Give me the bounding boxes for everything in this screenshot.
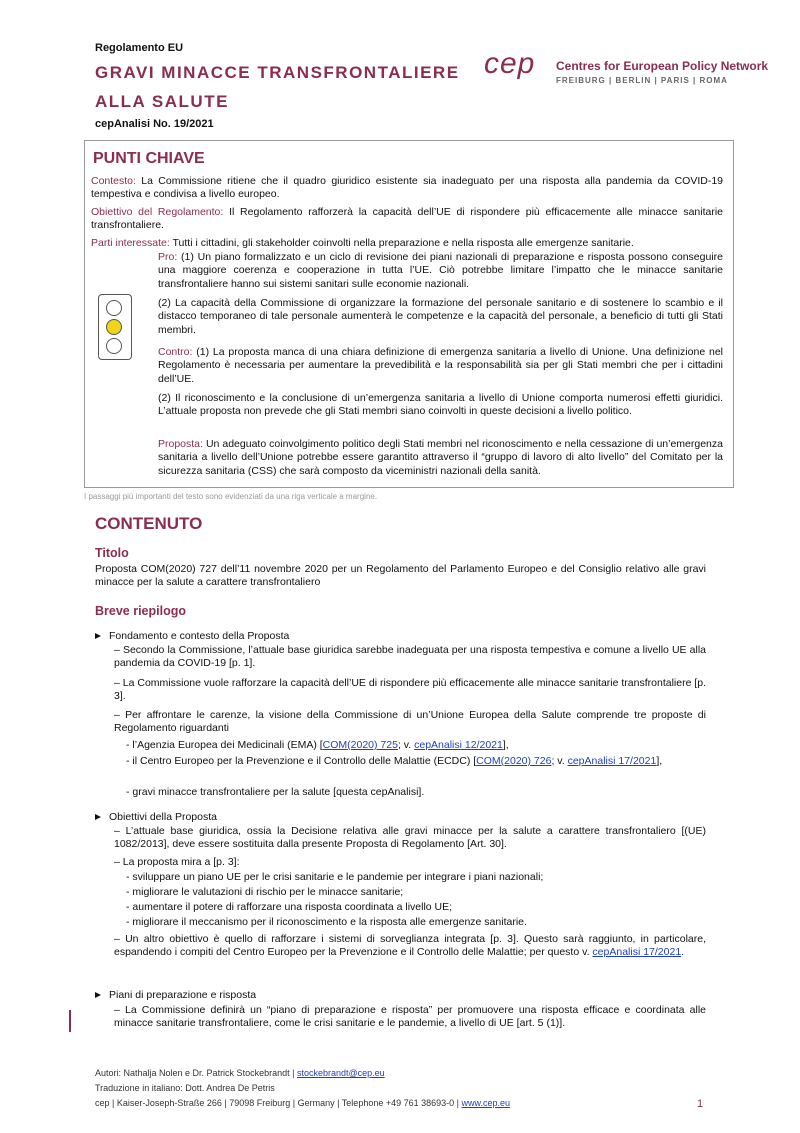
logo-cities: FREIBURG | BERLIN | PARIS | ROMA [556, 76, 728, 85]
context-paragraph [91, 175, 723, 202]
contro-text-1: (1) La proposta manca di una chiara definizione di emergenza sanitaria a livello di Unione. Una definizione nel Regolamento è necessaria per aumentare la prevedibilità e la responsabilità sia per gli Stati membri che per i cittadini dell’UE. [158, 346, 723, 385]
footer-authors [95, 1068, 385, 1078]
link-com-726[interactable]: COM(2020) 726 [476, 755, 552, 767]
traffic-light-icon [98, 294, 132, 360]
s1-item-1-text: - l’Agenzia Europea dei Medicinali (EMA) [ [126, 739, 323, 751]
pro-label: Pro: [158, 251, 178, 263]
contro-label: Contro: [158, 346, 193, 358]
s1-dash-2-text: La Commissione vuole rafforzare la capacità dell’UE di rispondere più efficacemente alle minacce sanitarie transfrontaliere [p. 3]. [114, 677, 707, 703]
author-email-link[interactable]: stockebrandt@cep.eu [296, 1068, 385, 1078]
objective-label: Obiettivo del Regolamento: [91, 206, 224, 218]
logo-mark: cep [484, 47, 536, 80]
s2-dash-1-text: L’attuale base giuridica, ossia la Decisione relativa alle gravi minacce per la salute a carattere transfrontaliero [(UE) 1082/2013], deve essere sostituita dalla presente Proposta di Regolamento [Art. 30]. [114, 825, 706, 851]
summary-heading: Breve riepilogo [95, 604, 186, 618]
section-1-title: Fondamento e contesto della Proposta [109, 630, 290, 642]
traffic-light-top-icon [106, 300, 122, 316]
s1-item-2-post: ], [656, 755, 663, 767]
titolo-text: Proposta COM(2020) 727 dell’11 novembre 2020 per un Regolamento del Parlamento Europeo e del Consiglio relativo alle gravi minacce per la salute a carattere transfrontaliero [95, 563, 706, 589]
footer-translation: Traduzione in italiano: Dott. Andrea De Petris [95, 1083, 275, 1093]
footer-address-text: cep | Kaiser-Joseph-Straße 266 | 79098 Freiburg | Germany | Telephone +49 761 38693-0 | [95, 1098, 462, 1108]
s1-item-1-post: ], [502, 739, 509, 751]
s1-item-2-mid: ; v. [551, 755, 568, 767]
pro-text-1: (1) Un piano formalizzato e un ciclo di revisione dei piani nazionali di preparazione e risposta possono conseguire una maggiore coerenza e cooperazione in tutta l’UE. Ciò potrebbe limitare l’impatto che le minacce sanitarie transfrontaliere hanno sui sistemi sanitari sulle economie nazionali. [158, 251, 723, 290]
s2-dash-2-text: La proposta mira a [p. 3]: [122, 856, 240, 868]
s1-item-2-text: - il Centro Europeo per la Prevenzione e il Controllo delle Malattie (ECDC) [ [126, 755, 477, 767]
proposta-label: Proposta: [158, 438, 203, 450]
contro-paragraph-1 [158, 346, 723, 386]
triangle-bullet-icon [95, 992, 101, 998]
proposta-paragraph [158, 438, 723, 478]
s1-item-1-mid: ; v. [397, 739, 415, 751]
doc-type: Regolamento EU [95, 42, 184, 54]
pro-paragraph-1 [158, 251, 723, 291]
website-link[interactable]: www.cep.eu [461, 1098, 511, 1108]
s2-dash-3-post: . [681, 946, 685, 959]
page-title-line1: GRAVI MINACCE TRANSFRONTALIERE [95, 63, 460, 82]
s2-item-1: - sviluppare un piano UE per le crisi sanitarie e le pandemie per integrare i piani nazionali; [126, 871, 544, 883]
s2-item-4: - migliorare il meccanismo per il riconoscimento e la risposta alle emergenze sanitarie. [126, 916, 527, 928]
s1-item-1 [126, 739, 706, 752]
page-number: 1 [697, 1098, 704, 1110]
s3-dash-1: – La Commissione definirà un “piano di preparazione e risposta” per promuovere una risposta efficace e coordinata alle minacce sanitarie transfrontaliere, come le crisi sanitarie e le pandemie, a livello di UE [art. 5 (1)]. [114, 1004, 706, 1030]
s2-dash-2: – La proposta mira a [p. 3]: [114, 856, 240, 868]
context-label: Contesto: [91, 175, 136, 187]
traffic-light-bottom-icon [106, 338, 122, 354]
key-points-title: PUNTI CHIAVE [93, 150, 205, 167]
analysis-number: cepAnalisi No. 19/2021 [95, 118, 214, 130]
s2-dash-3-text: Un altro obiettivo è quello di rafforzare i sistemi di sorveglianza integrata [p. 3]. Questo sarà raggiunto, in particolare, espandendo i compiti del Centro Europeo per la Prevenzione e il Controllo delle Malattie; per questo v. [114, 933, 706, 959]
bullet-section-1 [95, 630, 289, 643]
s2-item-3: - aumentare il potere di rafforzare una risposta coordinata a livello UE; [126, 901, 453, 913]
parties-text: Tutti i cittadini, gli stakeholder coinvolti nella preparazione e nella risposta alle emergenze sanitarie. [172, 237, 634, 249]
traffic-light-middle-icon [106, 319, 122, 335]
parties-paragraph [91, 237, 723, 250]
footer-authors-text: Autori: Nathalja Nolen e Dr. Patrick Stockebrandt | [95, 1068, 297, 1078]
margin-highlight-bar [69, 1010, 71, 1032]
s3-dash-1-text: La Commissione definirà un “piano di preparazione e risposta” per promuovere una risposta efficace e coordinata alle minacce sanitarie transfrontaliere, come le crisi sanitarie e le pandemie, a livello di UE [art. 5 (1)]. [114, 1004, 706, 1030]
pro-paragraph-2: (2) La capacità della Commissione di organizzare la formazione del personale sanitario e di sostenere lo scambio e il distacco temporaneo di tale personale aumenterà le competenze e la capacità del personale, a beneficio di tutti gli Stati membri. [158, 297, 723, 336]
link-cepanalisi-17-b[interactable]: cepAnalisi 17/2021 [592, 946, 682, 959]
proposta-text: Un adeguato coinvolgimento politico degli Stati membri nel riconoscimento e nella cessazione di un’emergenza sanitaria a livello dell’Unione potrebbe essere garantito attraverso il “gruppo di lavoro di alto livello” del Comitato per la sicurezza sanitaria (CSS) che sarà composto da viceministri nazionali della sanità. [158, 438, 723, 477]
triangle-bullet-icon [95, 633, 101, 639]
section-3-title: Piani di preparazione e risposta [109, 989, 257, 1001]
s1-dash-3: – Per affrontare le carenze, la visione della Commissione di un’Unione Europea della Salute comprende tre proposte di Regolamento riguardanti [114, 709, 706, 735]
s1-item-3: - gravi minacce transfrontaliere per la salute [questa cepAnalisi]. [126, 786, 425, 798]
titolo-heading: Titolo [95, 546, 129, 560]
s1-item-2 [126, 755, 706, 768]
page-title-line2: ALLA SALUTE [95, 92, 229, 111]
parties-label: Parti interessate: [91, 237, 170, 249]
s2-item-2: - migliorare le valutazioni di rischio per le minacce sanitarie; [126, 886, 404, 898]
link-com-725[interactable]: COM(2020) 725 [322, 739, 398, 751]
bullet-section-2 [95, 811, 217, 824]
logo-name: Centres for European Policy Network [556, 59, 769, 73]
objective-paragraph [91, 206, 723, 233]
margin-note: I passaggi più importanti del testo sono evidenziati da una riga verticale a margine. [84, 492, 378, 501]
s1-dash-1: – Secondo la Commissione, l’attuale base giuridica sarebbe inadeguata per una risposta tempestiva e comune a livello UE alla pandemia da COVID-19 [p. 1]. [114, 644, 706, 670]
s2-dash-1: – L’attuale base giuridica, ossia la Decisione relativa alle gravi minacce per la salute a carattere transfrontaliero [(UE) 1082/2013], deve essere sostituita dalla presente Proposta di Regolamento [Art. 30]. [114, 825, 706, 851]
content-title: CONTENUTO [95, 514, 203, 533]
s1-dash-2: – La Commissione vuole rafforzare la capacità dell’UE di rispondere più efficacemente alle minacce sanitarie transfrontaliere [p. 3]. [114, 677, 707, 703]
context-text: La Commissione ritiene che il quadro giuridico esistente sia inadeguato per una risposta alla pandemia da COVID-19 tempestiva e condivisa a livello europeo. [91, 175, 724, 201]
triangle-bullet-icon [95, 814, 101, 820]
s1-dash-1-text: Secondo la Commissione, l’attuale base giuridica sarebbe inadeguata per una risposta tempestiva e comune a livello UE alla pandemia da COVID-19 [p. 1]. [114, 644, 706, 670]
contro-paragraph-2: (2) Il riconoscimento e la conclusione di un’emergenza sanitaria a livello di Unione comporta numerosi effetti giuridici. L’attuale proposta non prevede che gli Stati membri siano coinvolti in queste decisioni a livello politico. [158, 392, 723, 418]
footer-address [95, 1098, 510, 1108]
cep-logo [484, 47, 774, 89]
section-2-title: Obiettivi della Proposta [109, 811, 217, 823]
objective-text: Il Regolamento rafforzerà la capacità dell’UE di rispondere più efficacemente alle minacce sanitarie transfrontaliere. [91, 206, 724, 232]
link-cepanalisi-17[interactable]: cepAnalisi 17/2021 [567, 755, 657, 767]
link-cepanalisi-12[interactable]: cepAnalisi 12/2021 [414, 739, 503, 751]
bullet-section-3 [95, 989, 256, 1002]
s2-dash-3: – Un altro obiettivo è quello di rafforzare i sistemi di sorveglianza integrata [p. 3]. Questo sarà raggiunto, in particolare, espandendo i compiti del Centro Europeo per la Prevenzione e il Controllo delle Malattie; per questo v. cepAnalisi 17/2021. [114, 933, 706, 959]
s1-dash-3-text: Per affrontare le carenze, la visione della Commissione di un’Unione Europea della Salute comprende tre proposte di Regolamento riguardanti [114, 709, 706, 735]
